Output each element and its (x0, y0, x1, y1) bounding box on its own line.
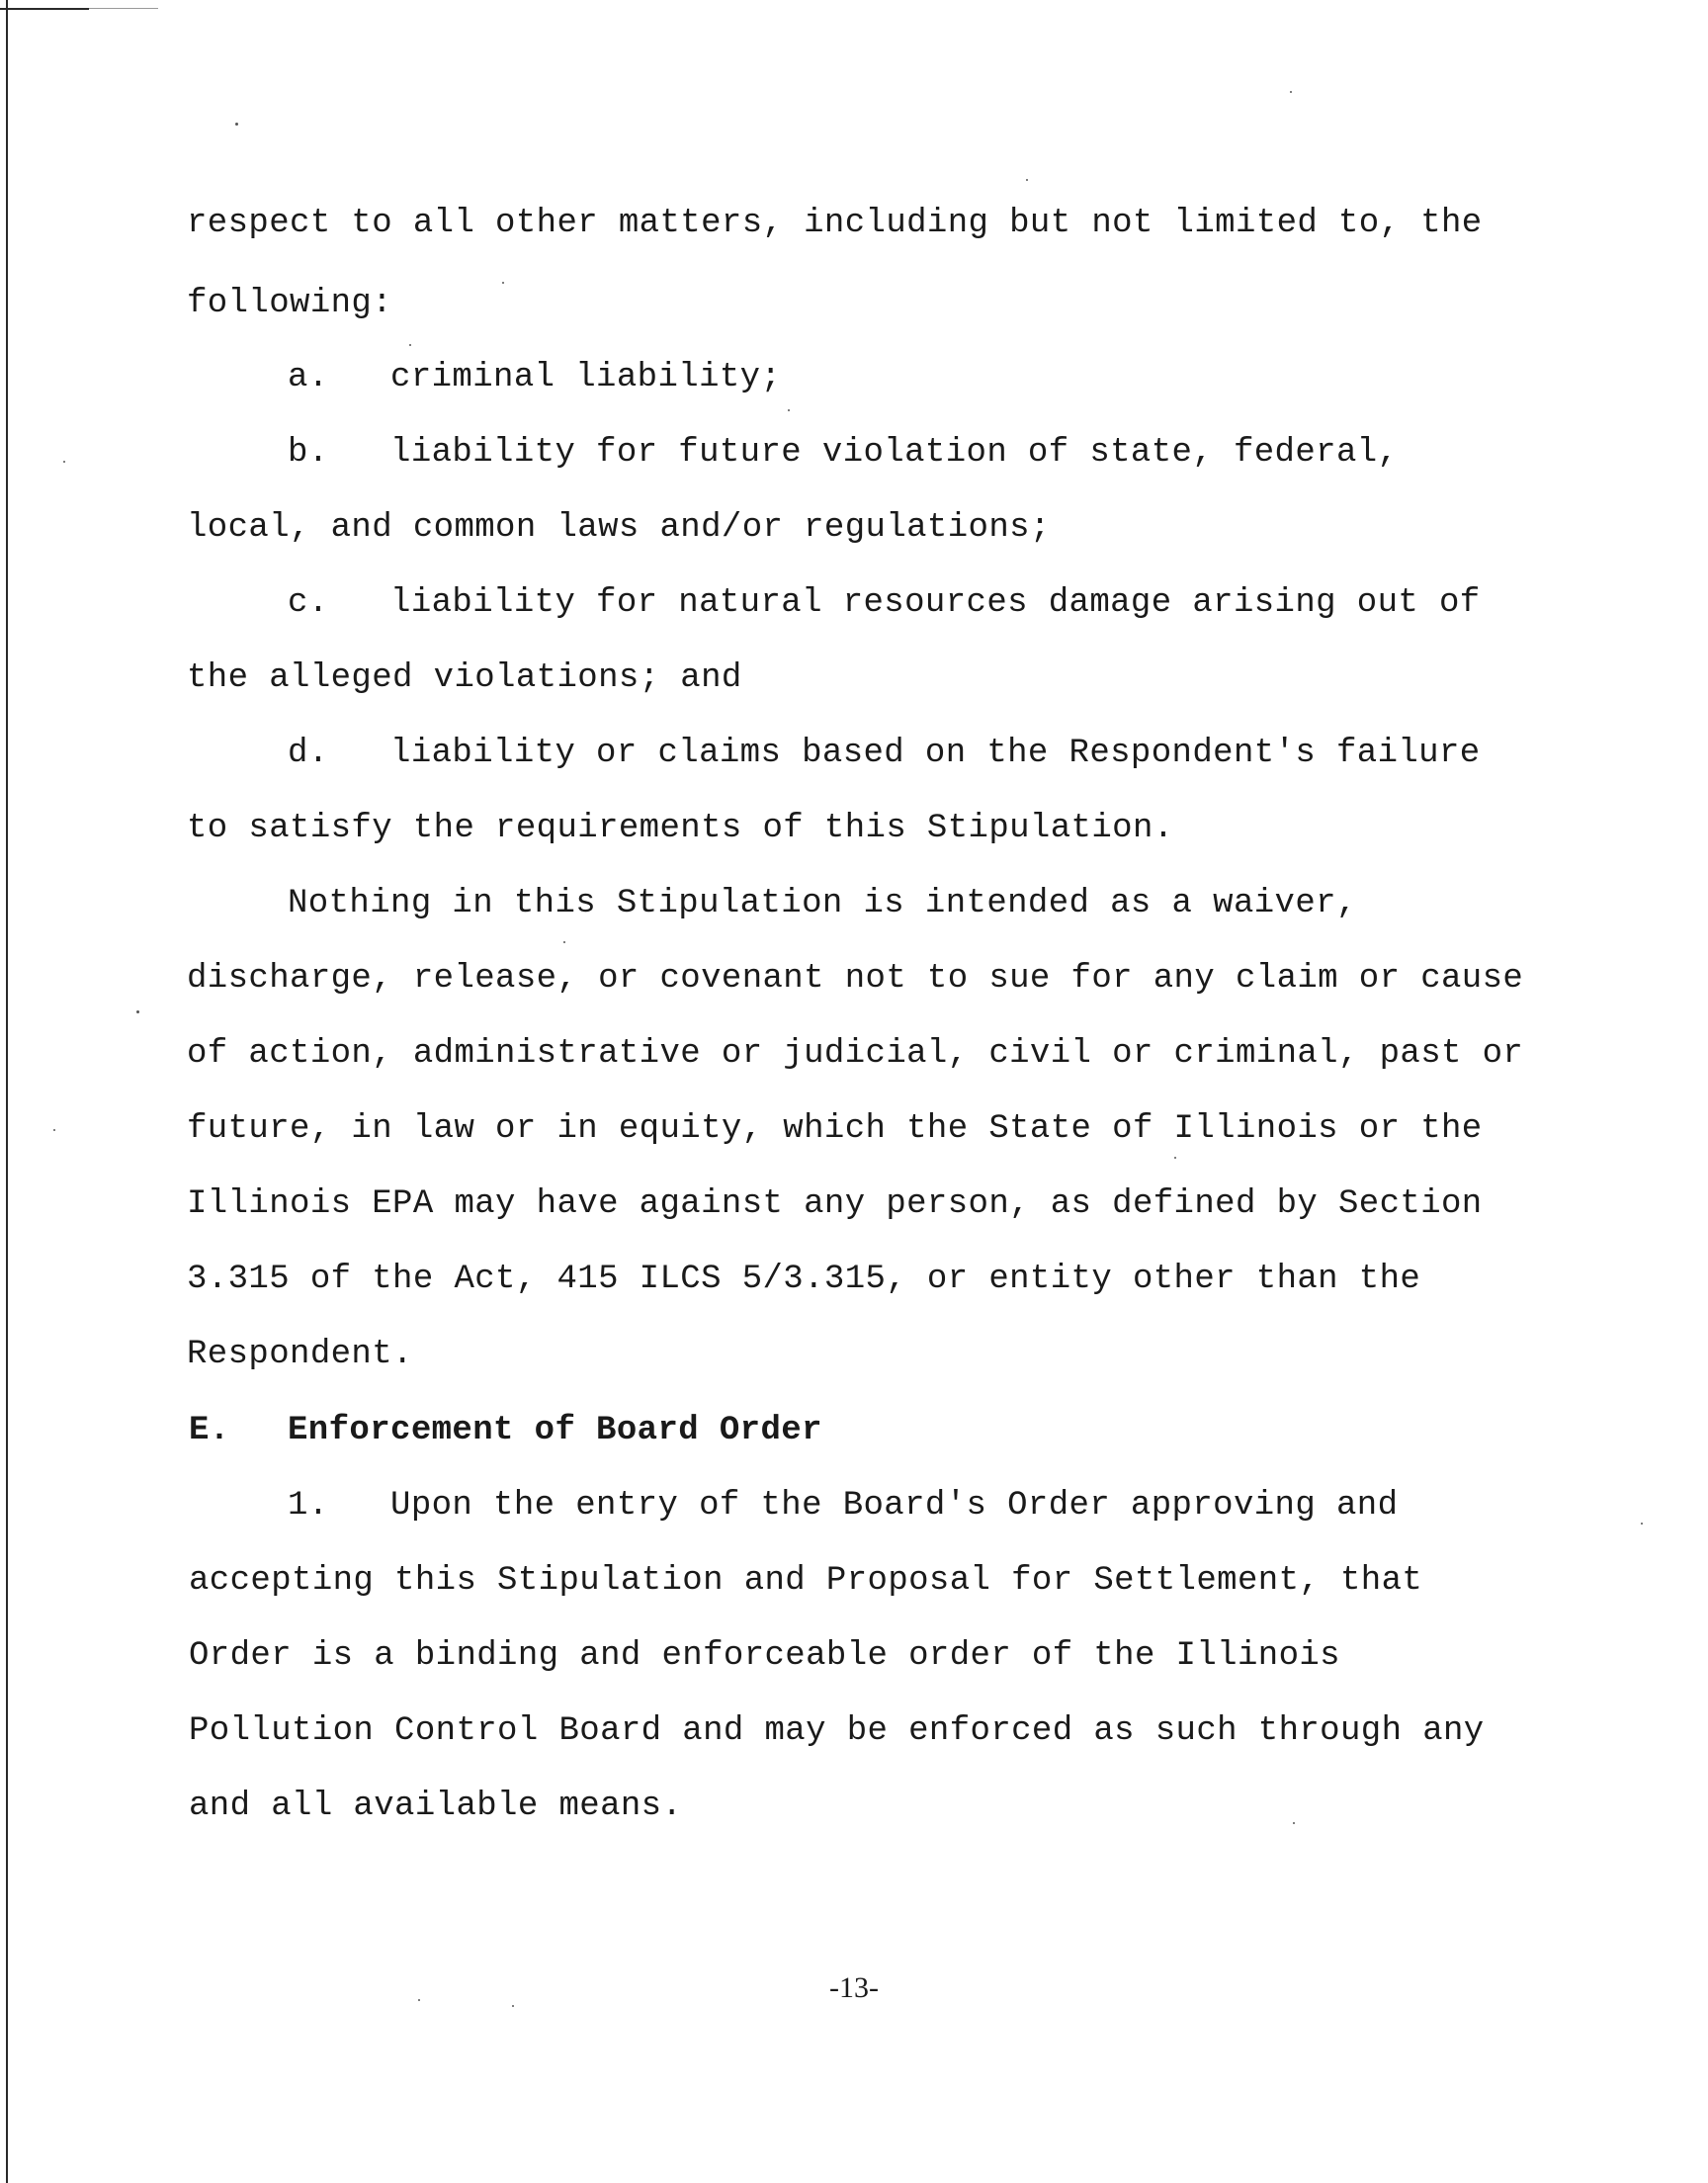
text-line: accepting this Stipulation and Proposal for Settlement, that (189, 1562, 1423, 1600)
text-line: local, and common laws and/or regulations; (187, 509, 1051, 547)
text-line: discharge, release, or covenant not to sue for any claim or cause (187, 960, 1524, 998)
section-heading-title: Enforcement of Board Order (288, 1412, 822, 1449)
paragraph-start: Nothing in this Stipulation is intended as a waiver, (288, 885, 1357, 922)
scan-speck (1641, 1523, 1643, 1525)
text-line: following: (187, 285, 393, 322)
scan-speck (1174, 1157, 1176, 1159)
scan-speck (136, 1010, 139, 1013)
scan-speck (788, 409, 790, 411)
scan-speck (1293, 1822, 1295, 1824)
scan-speck (563, 941, 565, 943)
scan-edge-top-faint (89, 8, 158, 9)
scan-speck (63, 461, 65, 463)
page-number: -13- (829, 1971, 879, 2004)
text-line: respect to all other matters, including but not limited to, the (187, 205, 1483, 242)
scan-speck (1290, 91, 1292, 93)
section-heading-letter: E. (189, 1412, 230, 1449)
text-line: Pollution Control Board and may be enforced as such through any (189, 1712, 1485, 1750)
text-line: of action, administrative or judicial, civil or criminal, past or (187, 1035, 1524, 1073)
scan-speck (235, 123, 238, 126)
list-item-a: a. criminal liability; (288, 359, 782, 396)
list-item-b: b. liability for future violation of state, federal, (288, 434, 1399, 472)
text-line: Order is a binding and enforceable order of the Illinois (189, 1637, 1340, 1675)
list-item-c: c. liability for natural resources damage arising out of (288, 584, 1481, 622)
text-line: Respondent. (187, 1336, 413, 1373)
text-line: future, in law or in equity, which the State of Illinois or the (187, 1110, 1483, 1148)
text-line: the alleged violations; and (187, 659, 742, 697)
text-line: 3.315 of the Act, 415 ILCS 5/3.315, or entity other than the (187, 1261, 1421, 1298)
scan-speck (53, 1129, 55, 1131)
scan-edge-top (0, 8, 89, 10)
text-line: Illinois EPA may have against any person, as defined by Section (187, 1185, 1483, 1223)
scan-speck (502, 282, 504, 284)
scan-speck (1026, 179, 1028, 181)
paragraph-start: 1. Upon the entry of the Board's Order approving and (288, 1487, 1399, 1525)
scan-edge-left (6, 0, 8, 2183)
text-line: to satisfy the requirements of this Stipulation. (187, 810, 1174, 847)
list-item-d: d. liability or claims based on the Respondent's failure (288, 735, 1481, 772)
text-line: and all available means. (189, 1788, 683, 1825)
scan-speck (409, 344, 411, 346)
